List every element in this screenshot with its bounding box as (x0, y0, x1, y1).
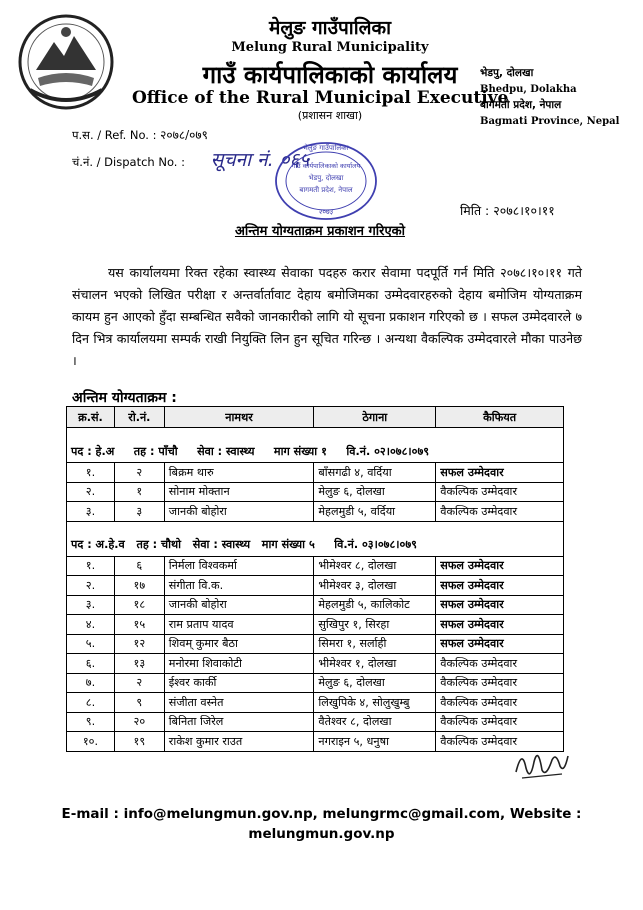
cell-sn: ६. (67, 654, 115, 674)
cell-remarks: सफल उम्मेदवार (436, 634, 564, 654)
cell-sn: ५. (67, 634, 115, 654)
cell-roll: १३ (114, 654, 164, 674)
stamp-text-5: २०७३ (318, 208, 334, 216)
signature-icon (512, 742, 572, 784)
col-header-sn: क्र.सं. (67, 407, 115, 428)
cell-remarks: वैकल्पिक उम्मेदवार (436, 654, 564, 674)
municipality-name-np: मेलुङ गाउँपालिका (268, 17, 392, 39)
col-header-name: नामथर (164, 407, 314, 428)
cell-roll: ६ (114, 556, 164, 576)
cell-name: राम प्रताप यादव (164, 615, 314, 635)
cell-sn: २. (67, 482, 115, 502)
cell-remarks: सफल उम्मेदवार (436, 463, 564, 483)
cell-remarks: वैकल्पिक उम्मेदवार (436, 502, 564, 522)
cell-roll: २० (114, 712, 164, 732)
cell-address: मेलुङ ६, दोलखा (314, 673, 436, 693)
cell-name: संजीता वस्नेत (164, 693, 314, 713)
table-row (67, 556, 564, 576)
cell-remarks: वैकल्पिक उम्मेदवार (436, 732, 564, 752)
cell-remarks: वैकल्पिक उम्मेदवार (436, 712, 564, 732)
address-line-3: बागमती प्रदेश, नेपाल (480, 99, 562, 111)
cell-name: राकेश कुमार राउत (164, 732, 314, 752)
cell-address: बाँसगढी ४, वर्दिया (314, 463, 436, 483)
cell-name: ईश्वर कार्की (164, 673, 314, 693)
cell-address: वैतेश्वर ८, दोलखा (314, 712, 436, 732)
office-stamp-icon (272, 138, 380, 224)
cell-roll: १५ (114, 615, 164, 635)
ref-value: २०७८/०७९ (160, 128, 208, 142)
cell-sn: ८. (67, 693, 115, 713)
cell-name: मनोरमा शिवाकोटी (164, 654, 314, 674)
office-name-np: गाउँ कार्यपालिकाको कार्यालय (202, 61, 458, 89)
date: मिति : २०७८।१०।११ (460, 203, 555, 218)
table-row (67, 595, 564, 615)
cell-address: मेलुङ ६, दोलखा (314, 482, 436, 502)
cell-remarks: सफल उम्मेदवार (436, 615, 564, 635)
ref-no (72, 126, 208, 143)
group-heading: पद : अ.हे.व तह : चौथो सेवा : स्वास्थ्य माग संख्या ५ वि.नं. ०३।०७८।०७९ (67, 534, 564, 557)
dispatch-label: चं.नं. / Dispatch No. : (72, 155, 185, 169)
cell-sn: १०. (67, 732, 115, 752)
cell-address: भीमेश्वर १, दोलखा (314, 654, 436, 674)
cell-name: बिनिता जिरेल (164, 712, 314, 732)
cell-roll: १७ (114, 576, 164, 596)
col-header-roll: रो.नं. (114, 407, 164, 428)
address-line-2: Bhedpu, Dolakha (480, 84, 577, 95)
address-line-1: भेडपु, दोलखा (480, 67, 534, 79)
cell-name: सोनाम मोक्तान (164, 482, 314, 502)
office-name-en: Office of the Rural Municipal Executive (132, 88, 509, 108)
cell-address: मेहलमुडी ५, वर्दिया (314, 502, 436, 522)
cell-sn: ९. (67, 712, 115, 732)
cell-remarks: सफल उम्मेदवार (436, 576, 564, 596)
table-row (67, 576, 564, 596)
cell-roll: १८ (114, 595, 164, 615)
table-row (67, 654, 564, 674)
cell-roll: ३ (114, 502, 164, 522)
section-name: (प्रशासन शाखा) (297, 109, 363, 122)
cell-sn: १. (67, 556, 115, 576)
ref-label: प.स. / Ref. No. : (72, 128, 157, 142)
stamp-text-2: गाउँ कार्यपालिकाको कार्यालय (291, 162, 361, 170)
notice-body: यस कार्यालयमा रिक्त रहेका स्वास्थ्य सेवाका पदहरु करार सेवामा पदपूर्ति गर्न मिति २०७८।१०।११ गते संचालन भएको लिखित परीक्षा र अन्तर्वार्तावाट देहाय बमोजिमका उम्मेदवारहरुको देहाय बमोजिम योग्यताक्रम कायम हुन आएको हुँदा सम्बन्धित सवैको जानकारीको लागि यो सूचना प्रकाशन गरिएको छ । सफल उम्मेदवारले ७ दिन भित्र कार्यालयमा सम्पर्क राखी नियुक्ति लिन हुन सूचित गरिन्छ । अन्यथा वैकल्पिक उम्मेदवारले मौका पाउनेछ । (72, 265, 582, 368)
cell-address: सुखिपुर १, सिरहा (314, 615, 436, 635)
cell-sn: १. (67, 463, 115, 483)
cell-sn: २. (67, 576, 115, 596)
cell-name: बिक्रम थारु (164, 463, 314, 483)
cell-name: संगीता वि.क. (164, 576, 314, 596)
cell-sn: ३. (67, 502, 115, 522)
cell-roll: १२ (114, 634, 164, 654)
table-row (67, 615, 564, 635)
cell-name: निर्मला विश्वकर्मा (164, 556, 314, 576)
cell-sn: ४. (67, 615, 115, 635)
cell-roll: १९ (114, 732, 164, 752)
stamp-text-1: मेलुङ गाउँपालिका (303, 144, 349, 152)
cell-roll: २ (114, 463, 164, 483)
address-line-4: Bagmati Province, Nepal (480, 116, 620, 127)
footer-contact: E-mail : info@melungmun.gov.np, melungrmc@gmail.com, Website : (61, 806, 582, 822)
cell-address: भीमेश्वर ८, दोलखा (314, 556, 436, 576)
cell-remarks: सफल उम्मेदवार (436, 595, 564, 615)
footer-website: melungmun.gov.np (248, 826, 395, 842)
table-row (67, 732, 564, 752)
nepal-emblem-icon (16, 12, 116, 112)
group-heading-row (67, 440, 564, 463)
cell-sn: ७. (67, 673, 115, 693)
cell-remarks: वैकल्पिक उम्मेदवार (436, 693, 564, 713)
cell-address: भीमेश्वर ३, दोलखा (314, 576, 436, 596)
municipality-name-en: Melung Rural Municipality (231, 40, 429, 55)
final-merit-table (66, 406, 564, 752)
table-row (67, 634, 564, 654)
table-header-row (67, 407, 564, 428)
cell-remarks: वैकल्पिक उम्मेदवार (436, 482, 564, 502)
dispatch-value: सूचना नं. ०६५ (210, 149, 310, 171)
subject: अन्तिम योग्यताक्रम प्रकाशन गरिएको (234, 224, 406, 239)
cell-address: सिमरा १, सर्लाही (314, 634, 436, 654)
cell-name: शिवम् कुमार बैठा (164, 634, 314, 654)
table-row (67, 712, 564, 732)
table-row (67, 482, 564, 502)
group-heading-row (67, 534, 564, 557)
cell-address: नगराइन ५, धनुषा (314, 732, 436, 752)
cell-address: लिखुपिके ४, सोलुखुम्बु (314, 693, 436, 713)
cell-address: मेहलमुडी ५, कालिकोट (314, 595, 436, 615)
cell-name: जानकी बोहोरा (164, 595, 314, 615)
cell-roll: २ (114, 673, 164, 693)
table-row (67, 463, 564, 483)
cell-sn: ३. (67, 595, 115, 615)
col-header-address: ठेगाना (314, 407, 436, 428)
cell-name: जानकी बोहोरा (164, 502, 314, 522)
cell-roll: १ (114, 482, 164, 502)
table-row (67, 673, 564, 693)
table-row (67, 693, 564, 713)
group-heading: पद : हे.अ तह : पाँचौ सेवा : स्वास्थ्य माग संख्या १ वि.नं. ०२।०७८।०७९ (67, 440, 564, 463)
cell-remarks: सफल उम्मेदवार (436, 556, 564, 576)
table-row (67, 502, 564, 522)
list-title: अन्तिम योग्यताक्रम : (72, 390, 177, 406)
cell-remarks: वैकल्पिक उम्मेदवार (436, 673, 564, 693)
cell-roll: ९ (114, 693, 164, 713)
col-header-remarks: कैफियत (436, 407, 564, 428)
stamp-text-3: भेडपु, दोलखा (308, 174, 344, 182)
stamp-text-4: बागमती प्रदेश, नेपाल (299, 186, 353, 194)
